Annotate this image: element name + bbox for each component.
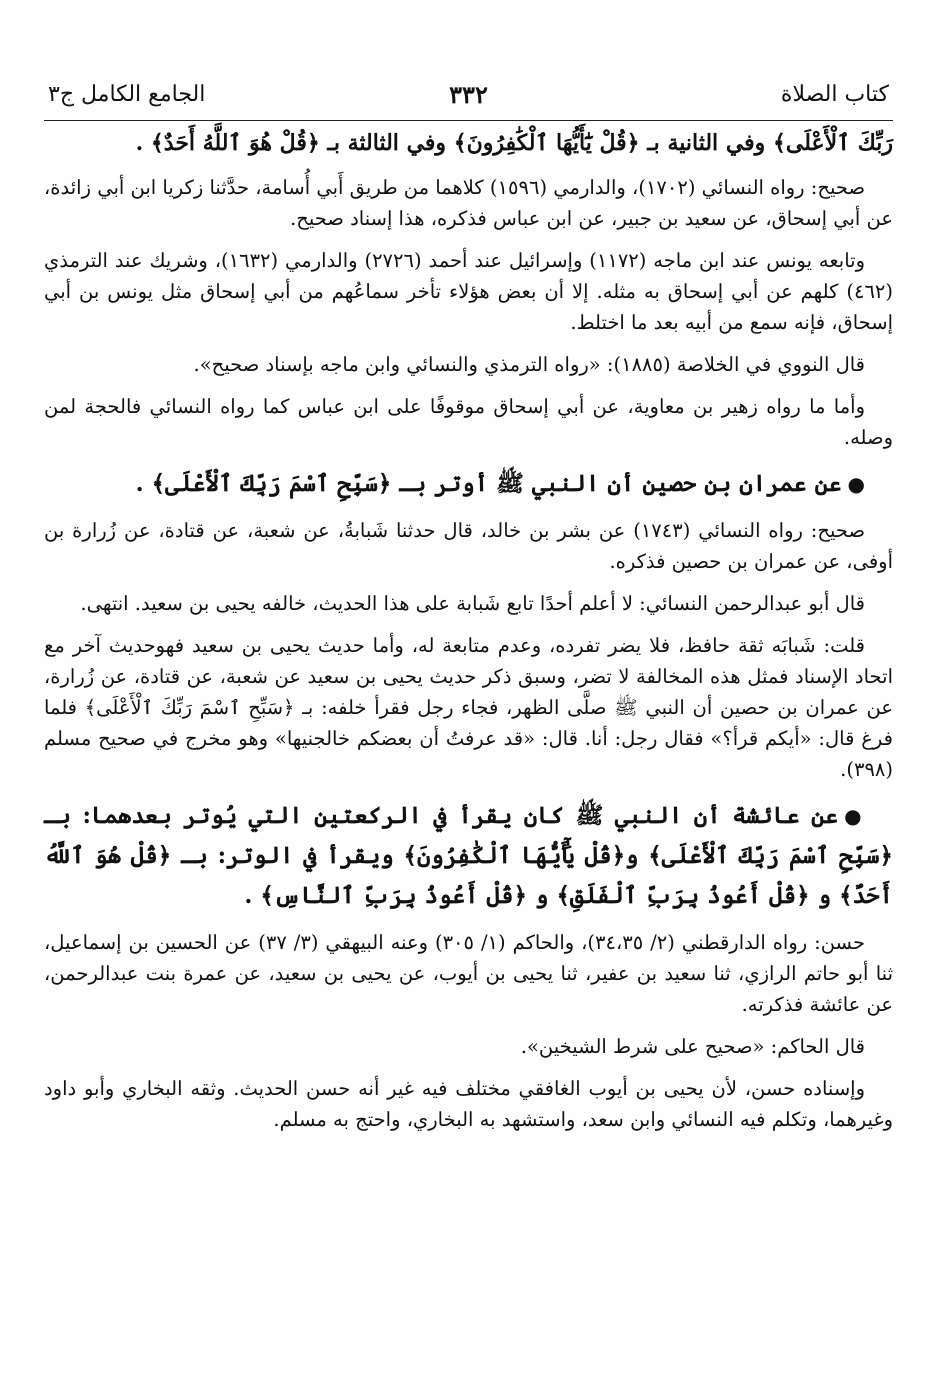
hadith-body: عن عمران بن حصين أن النبي ﷺ أوتر بـ ﴿سَبِّحِ ٱسْمَ رَبِّكَ ٱلْأَعْلَى﴾ . xyxy=(135,470,842,497)
commentary-paragraph: وتابعه يونس عند ابن ماجه (١١٧٢) وإسرائيل عند أحمد (٢٧٢٦) والدارمي (١٦٣٢)، وشريك عند الترمذي (٤٦٢) كلهم عن أبي إسحاق به مثله. إلا أن بعض هؤلاء تأخر سماعُهم من أبي إسحاق مثل يونس بن أبي إسحاق، فإنه سمع من أبيه بعد ما اختلط. xyxy=(44,249,893,334)
hadith-body: عن عائشة أن النبي ﷺ كان يقرأ في الركعتين التي يُوتر بعدهما: بـ ﴿سَبِّحِ ٱسْمَ رَبِّكَ ٱلْأَعْلَى﴾ و﴿قُلْ يَٰٓأَيُّهَا ٱلْكَٰفِرُونَ﴾ ويقرأ في الوتر: بـ ﴿قُلْ هُوَ ٱللَّهُ أَحَدٌ﴾ و ﴿قُلْ أَعُوذُ بِرَبِّ ٱلْفَلَقِ﴾ و ﴿قُلْ أَعُوذُ بِرَبِّ ٱلنَّاسِ﴾ . xyxy=(44,802,893,909)
takhrij-paragraph: صحيح: رواه النسائي (١٧٠٢)، والدارمي (١٥٩٦) كلاهما من طريق أَبي أُسامة، حدَّثنا زكريا ابن أبي زائدة، عن أبي إسحاق، عن سعيد بن جبير، عن ابن عباس فذكره، هذا إسناد صحيح. xyxy=(44,176,893,230)
commentary-paragraph: وإسناده حسن، لأن يحيى بن أيوب الغافقي مختلف فيه غير أنه حسن الحديث. وثقه البخاري وأبو داود وغيرهما، وتكلم فيه النسائي وابن سعد، واستشهد به البخاري، واحتج به مسلم. xyxy=(44,1077,893,1131)
quote-paragraph: قال الحاكم: «صحيح على شرط الشيخين». xyxy=(520,1035,865,1058)
commentary-paragraph: قلت: شَبابَه ثقة حافظ، فلا يضر تفرده، وعدم متابعة له، وأما حديث يحيى بن سعيد فهوحديث آخر مع اتحاد الإسناد فمثل هذه المخالفة لا تضر، وسبق ذكر حديث يحيى بن سعيد عن شعبة، عن قتادة، عن زُرارة، عن عمران بن حصين أن النبي ﷺ صلَّى الظهر، فجاء رجل فقرأ خلفه: بـ ﴿سَبِّحِ ٱسْمَ رَبِّكَ ٱلْأَعْلَى﴾ فلما فرغ قال: «أيكم قرأ؟» فقال رجل: أنا. قال: «قد عرفتُ أن بعضكم خالجنيها» وهو مخرج في صحيح مسلم (٣٩٨). xyxy=(44,634,893,781)
page-body xyxy=(44,121,893,1135)
hadith-continuation: رَبِّكَ ٱلْأَعْلَى﴾ وفي الثانية بـ ﴿قُلْ يَٰٓأَيُّهَا ٱلْكَٰفِرُونَ﴾ وفي الثالثة بـ ﴿قُلْ هُوَ ٱللَّهُ أَحَدٌ﴾ . xyxy=(135,130,893,156)
hadith-text xyxy=(44,796,893,916)
chapter-title: كتاب الصلاة xyxy=(780,82,889,107)
commentary-paragraph: وأما ما رواه زهير بن معاوية، عن أبي إسحاق موقوفًا على ابن عباس كما رواه النسائي فالحجة لمن وصله. xyxy=(44,395,893,449)
hadith-text xyxy=(44,464,893,504)
page-number: ٣٣٢ xyxy=(449,80,488,109)
takhrij-paragraph: صحيح: رواه النسائي (١٧٤٣) عن بشر بن خالد، قال حدثنا شَبابةُ، عن شعبة، عن قتادة، عن زُرارة بن أوفى، عن عمران بن حصين فذكره. xyxy=(44,519,893,573)
bullet-icon: ● xyxy=(844,804,865,828)
commentary-paragraph: قال أبو عبدالرحمن النسائي: لا أعلم أحدًا تابع شَبابة على هذا الحديث، خالفه يحيى بن سعيد. انتهى. xyxy=(80,592,865,615)
running-header xyxy=(44,78,893,121)
bullet-icon: ● xyxy=(847,472,865,496)
takhrij-paragraph: حسن: رواه الدارقطني (٢/ ٣٤،٣٥)، والحاكم (١/ ٣٠٥) وعنه البيهقي (٣/ ٣٧) عن الحسين بن إسماعيل، ثنا أبو حاتم الرازي، ثنا سعيد بن عفير، ثنا يحيى بن أيوب، عن يحيى بن سعيد، عن عمرة بنت عبدالرحمن، عن عائشة فذكرته. xyxy=(44,931,893,1016)
book-title: الجامع الكامل ج٣ xyxy=(48,82,206,107)
quote-paragraph: قال النووي في الخلاصة (١٨٨٥): «رواه الترمذي والنسائي وابن ماجه بإسناد صحيح». xyxy=(193,353,865,376)
